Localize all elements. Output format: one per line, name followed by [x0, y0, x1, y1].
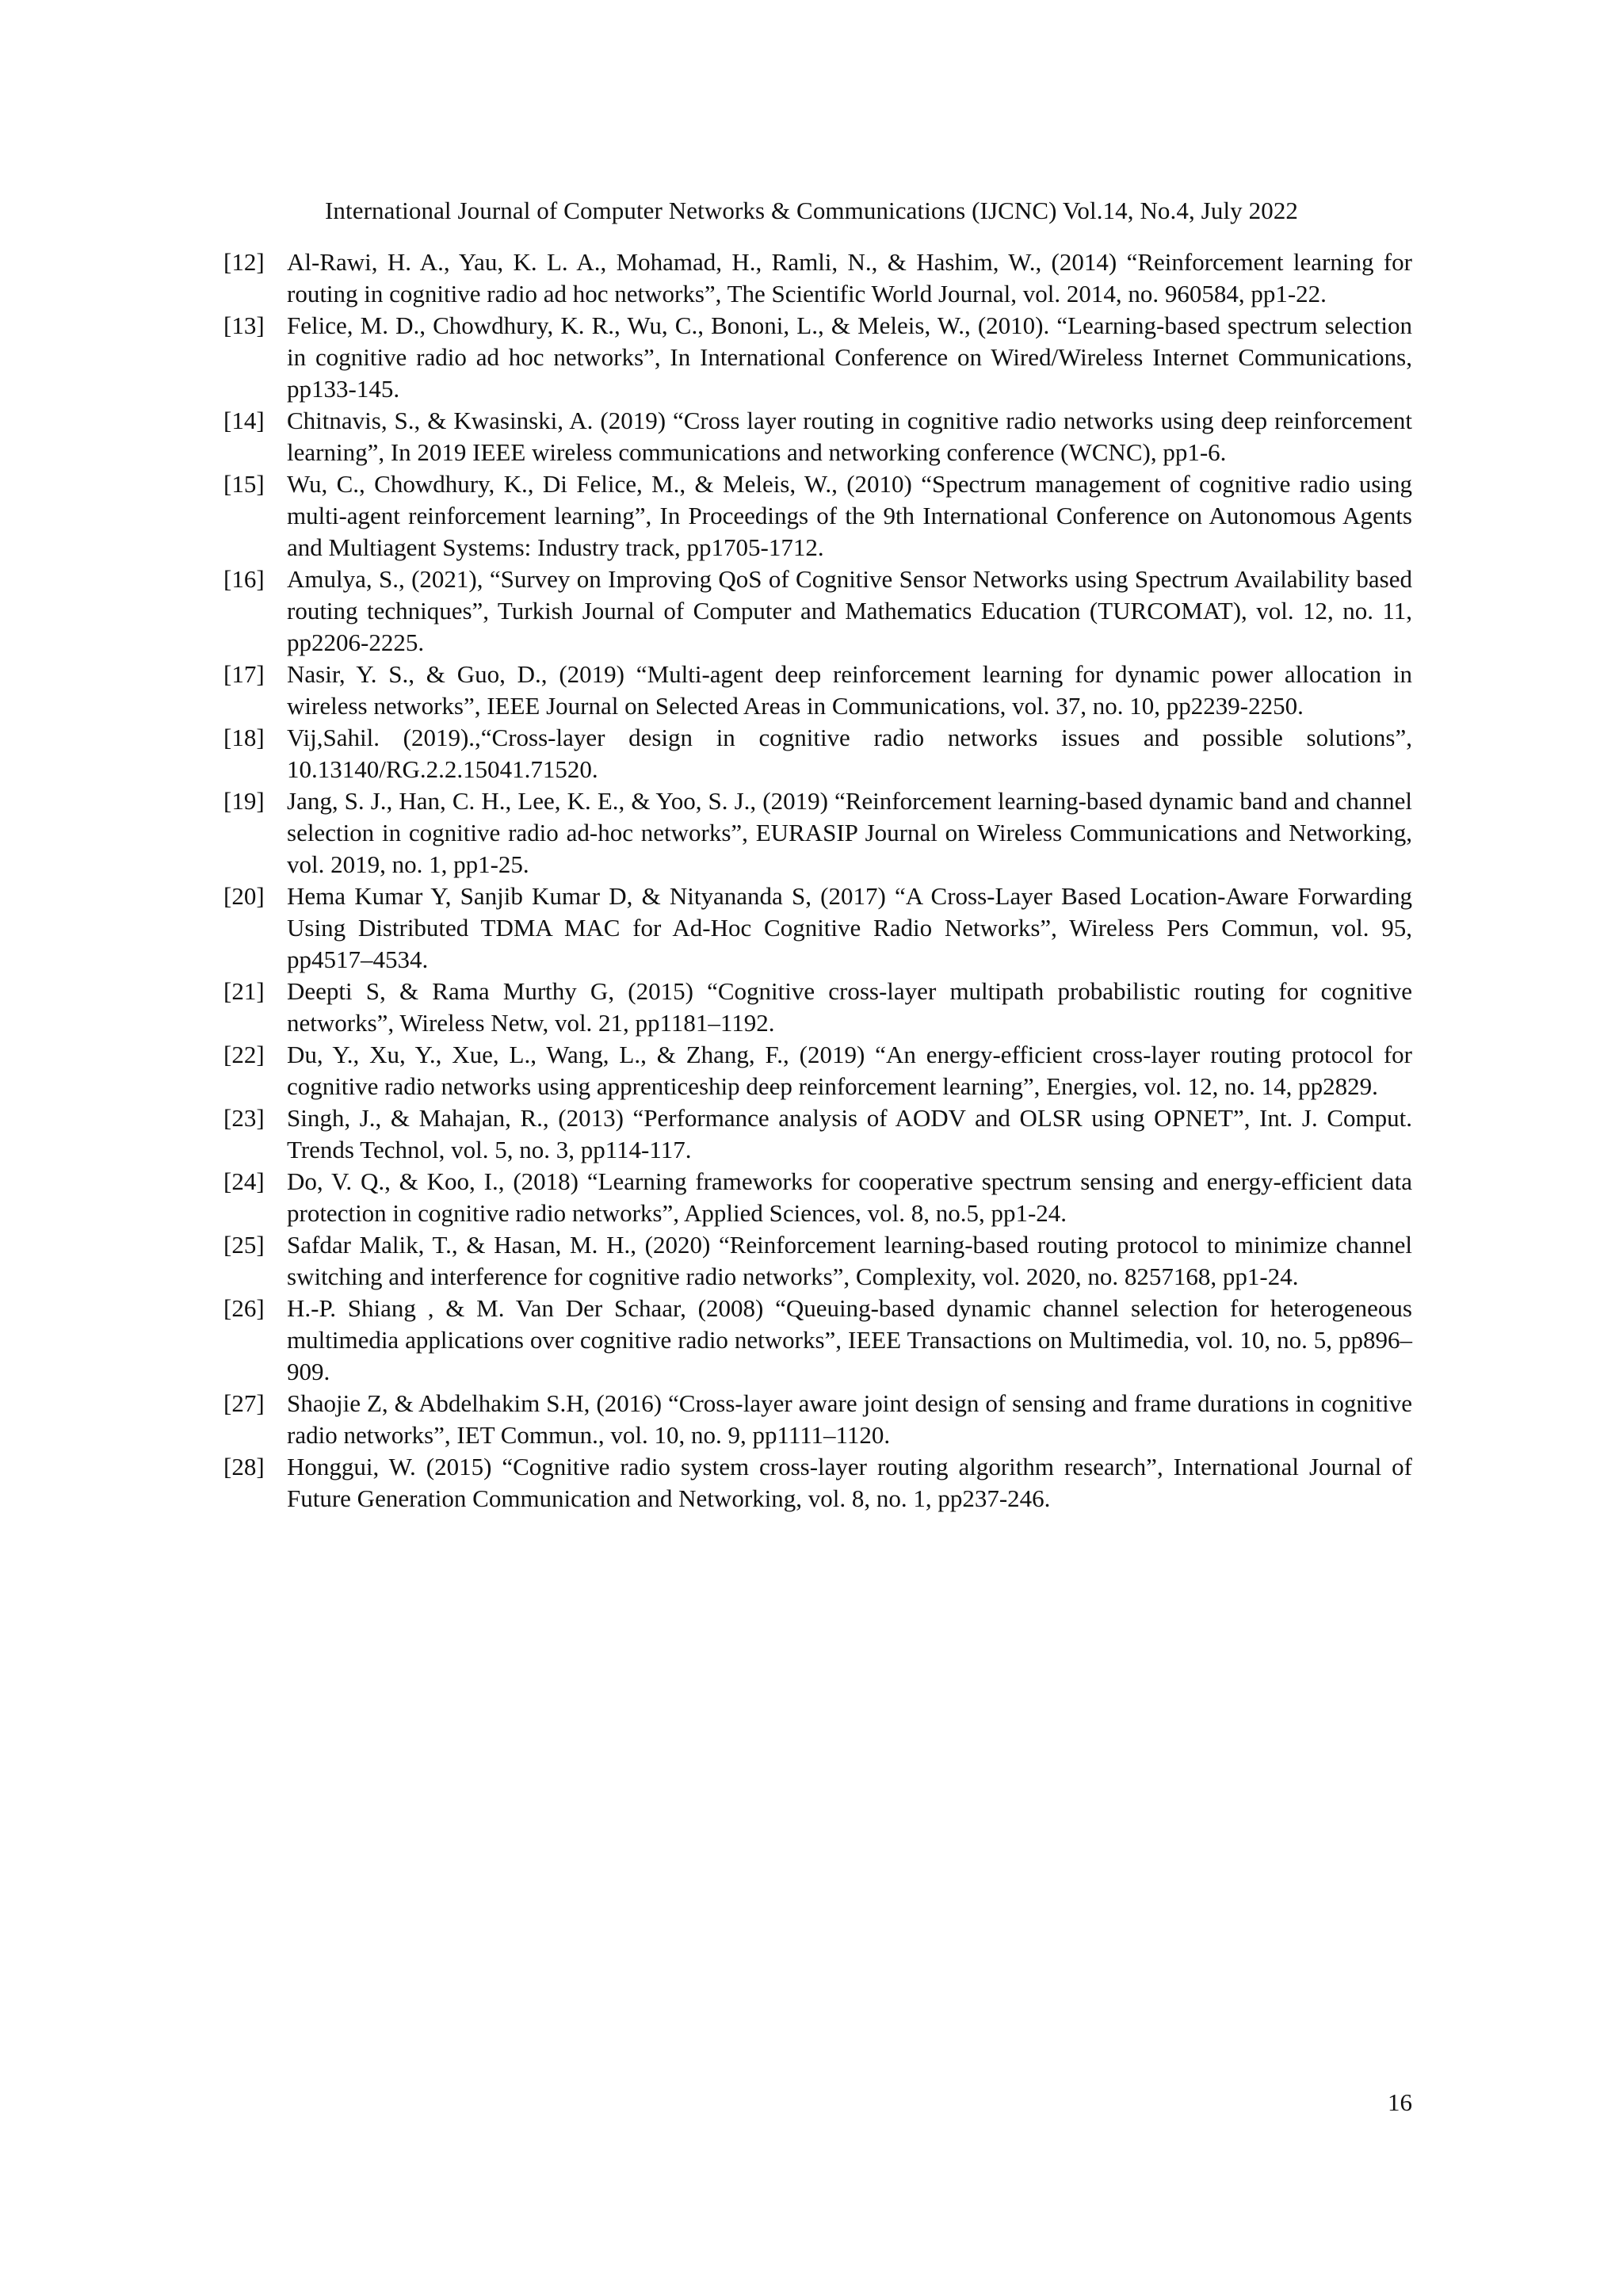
reference-text: Honggui, W. (2015) “Cognitive radio system cross-layer routing algorithm research”, International Journal of Future Generation Communication and Networking, vol. 8, no. 1, pp237-246.	[287, 1453, 1412, 1512]
reference-item	[223, 1451, 1412, 1515]
reference-number: [13]	[223, 311, 265, 339]
reference-text: Singh, J., & Mahajan, R., (2013) “Performance analysis of AODV and OLSR using OPNET”, Int. J. Comput. Trends Technol, vol. 5, no. 3, pp114-117.	[287, 1104, 1412, 1163]
reference-number: [28]	[223, 1453, 265, 1480]
reference-number: [25]	[223, 1231, 265, 1259]
reference-item	[223, 1166, 1412, 1229]
reference-number: [14]	[223, 407, 265, 434]
reference-number: [26]	[223, 1294, 265, 1322]
reference-item	[223, 310, 1412, 405]
reference-text: Do, V. Q., & Koo, I., (2018) “Learning frameworks for cooperative spectrum sensing and energy-efficient data protection in cognitive radio networks”, Applied Sciences, vol. 8, no.5, pp1-24.	[287, 1167, 1412, 1227]
reference-item	[223, 1388, 1412, 1451]
reference-item	[223, 881, 1412, 976]
reference-text: Du, Y., Xu, Y., Xue, L., Wang, L., & Zhang, F., (2019) “An energy-efficient cross-layer routing protocol for cognitive radio networks using apprenticeship deep reinforcement learning”, Energies, vol. 12, no. 14, pp2829.	[287, 1041, 1412, 1100]
reference-number: [17]	[223, 660, 265, 688]
reference-text: Jang, S. J., Han, C. H., Lee, K. E., & Yoo, S. J., (2019) “Reinforcement learning-based dynamic band and channel selection in cognitive radio ad-hoc networks”, EURASIP Journal on Wireless Communications and Networking, vol. 2019, no. 1, pp1-25.	[287, 787, 1412, 878]
reference-text: Felice, M. D., Chowdhury, K. R., Wu, C., Bononi, L., & Meleis, W., (2010). “Learning-based spectrum selection in cognitive radio ad hoc networks”, In International Conference on Wired/Wireless Internet Communications, pp133-145.	[287, 311, 1412, 403]
reference-item	[223, 1102, 1412, 1166]
reference-item	[223, 563, 1412, 659]
reference-text: Wu, C., Chowdhury, K., Di Felice, M., & Meleis, W., (2010) “Spectrum management of cognitive radio using multi-agent reinforcement learning”, In Proceedings of the 9th International Conference on Autonomous Agents and Multiagent Systems: Industry track, pp1705-1712.	[287, 470, 1412, 561]
reference-number: [15]	[223, 470, 265, 498]
reference-item	[223, 976, 1412, 1039]
reference-text: Amulya, S., (2021), “Survey on Improving QoS of Cognitive Sensor Networks using Spectrum Availability based routing techniques”, Turkish Journal of Computer and Mathematics Education (TURCOMAT), vol. 12, no. 11, pp2206-2225.	[287, 565, 1412, 656]
reference-text: Vij,Sahil. (2019).,“Cross-layer design in cognitive radio networks issues and possible solutions”, 10.13140/RG.2.2.15041.71520.	[287, 724, 1412, 783]
reference-number: [23]	[223, 1104, 265, 1132]
reference-number: [19]	[223, 787, 265, 815]
reference-item	[223, 468, 1412, 563]
reference-item	[223, 785, 1412, 881]
reference-number: [27]	[223, 1389, 265, 1417]
reference-number: [24]	[223, 1167, 265, 1195]
reference-item	[223, 405, 1412, 468]
reference-number: [12]	[223, 248, 265, 276]
reference-item	[223, 722, 1412, 785]
reference-text: Shaojie Z, & Abdelhakim S.H, (2016) “Cross-layer aware joint design of sensing and frame durations in cognitive radio networks”, IET Commun., vol. 10, no. 9, pp1111–1120.	[287, 1389, 1412, 1449]
running-header: International Journal of Computer Networks & Communications (IJCNC) Vol.14, No.4, July 2022	[324, 197, 1299, 224]
reference-text: Deepti S, & Rama Murthy G, (2015) “Cognitive cross-layer multipath probabilistic routing for cognitive networks”, Wireless Netw, vol. 21, pp1181–1192.	[287, 977, 1412, 1037]
reference-list	[223, 246, 1412, 1515]
reference-text: Hema Kumar Y, Sanjib Kumar D, & Nityananda S, (2017) “A Cross-Layer Based Location-Aware Forwarding Using Distributed TDMA MAC for Ad-Hoc Cognitive Radio Networks”, Wireless Pers Commun, vol. 95, pp4517–4534.	[287, 882, 1412, 973]
reference-text: Nasir, Y. S., & Guo, D., (2019) “Multi-agent deep reinforcement learning for dynamic power allocation in wireless networks”, IEEE Journal on Selected Areas in Communications, vol. 37, no. 10, pp2239-2250.	[287, 660, 1412, 720]
reference-number: [21]	[223, 977, 265, 1005]
page-number: 16	[1388, 2088, 1412, 2116]
reference-text: Safdar Malik, T., & Hasan, M. H., (2020) “Reinforcement learning-based routing protocol to minimize channel switching and interference for cognitive radio networks”, Complexity, vol. 2020, no. 8257168, pp1-24.	[287, 1231, 1412, 1290]
reference-text: Chitnavis, S., & Kwasinski, A. (2019) “Cross layer routing in cognitive radio networks using deep reinforcement learning”, In 2019 IEEE wireless communications and networking conference (WCNC), pp1-6.	[287, 407, 1412, 466]
reference-number: [18]	[223, 724, 265, 751]
reference-item	[223, 1229, 1412, 1293]
reference-item	[223, 1293, 1412, 1388]
reference-item	[223, 1039, 1412, 1102]
reference-number: [16]	[223, 565, 265, 593]
reference-item	[223, 659, 1412, 722]
reference-item	[223, 246, 1412, 310]
reference-text: Al-Rawi, H. A., Yau, K. L. A., Mohamad, H., Ramli, N., & Hashim, W., (2014) “Reinforcement learning for routing in cognitive radio ad hoc networks”, The Scientific World Journal, vol. 2014, no. 960584, pp1-22.	[287, 248, 1412, 308]
reference-number: [22]	[223, 1041, 265, 1068]
reference-text: H.-P. Shiang , & M. Van Der Schaar, (2008) “Queuing-based dynamic channel selection for heterogeneous multimedia applications over cognitive radio networks”, IEEE Transactions on Multimedia, vol. 10, no. 5, pp896–909.	[287, 1294, 1412, 1385]
reference-number: [20]	[223, 882, 265, 910]
